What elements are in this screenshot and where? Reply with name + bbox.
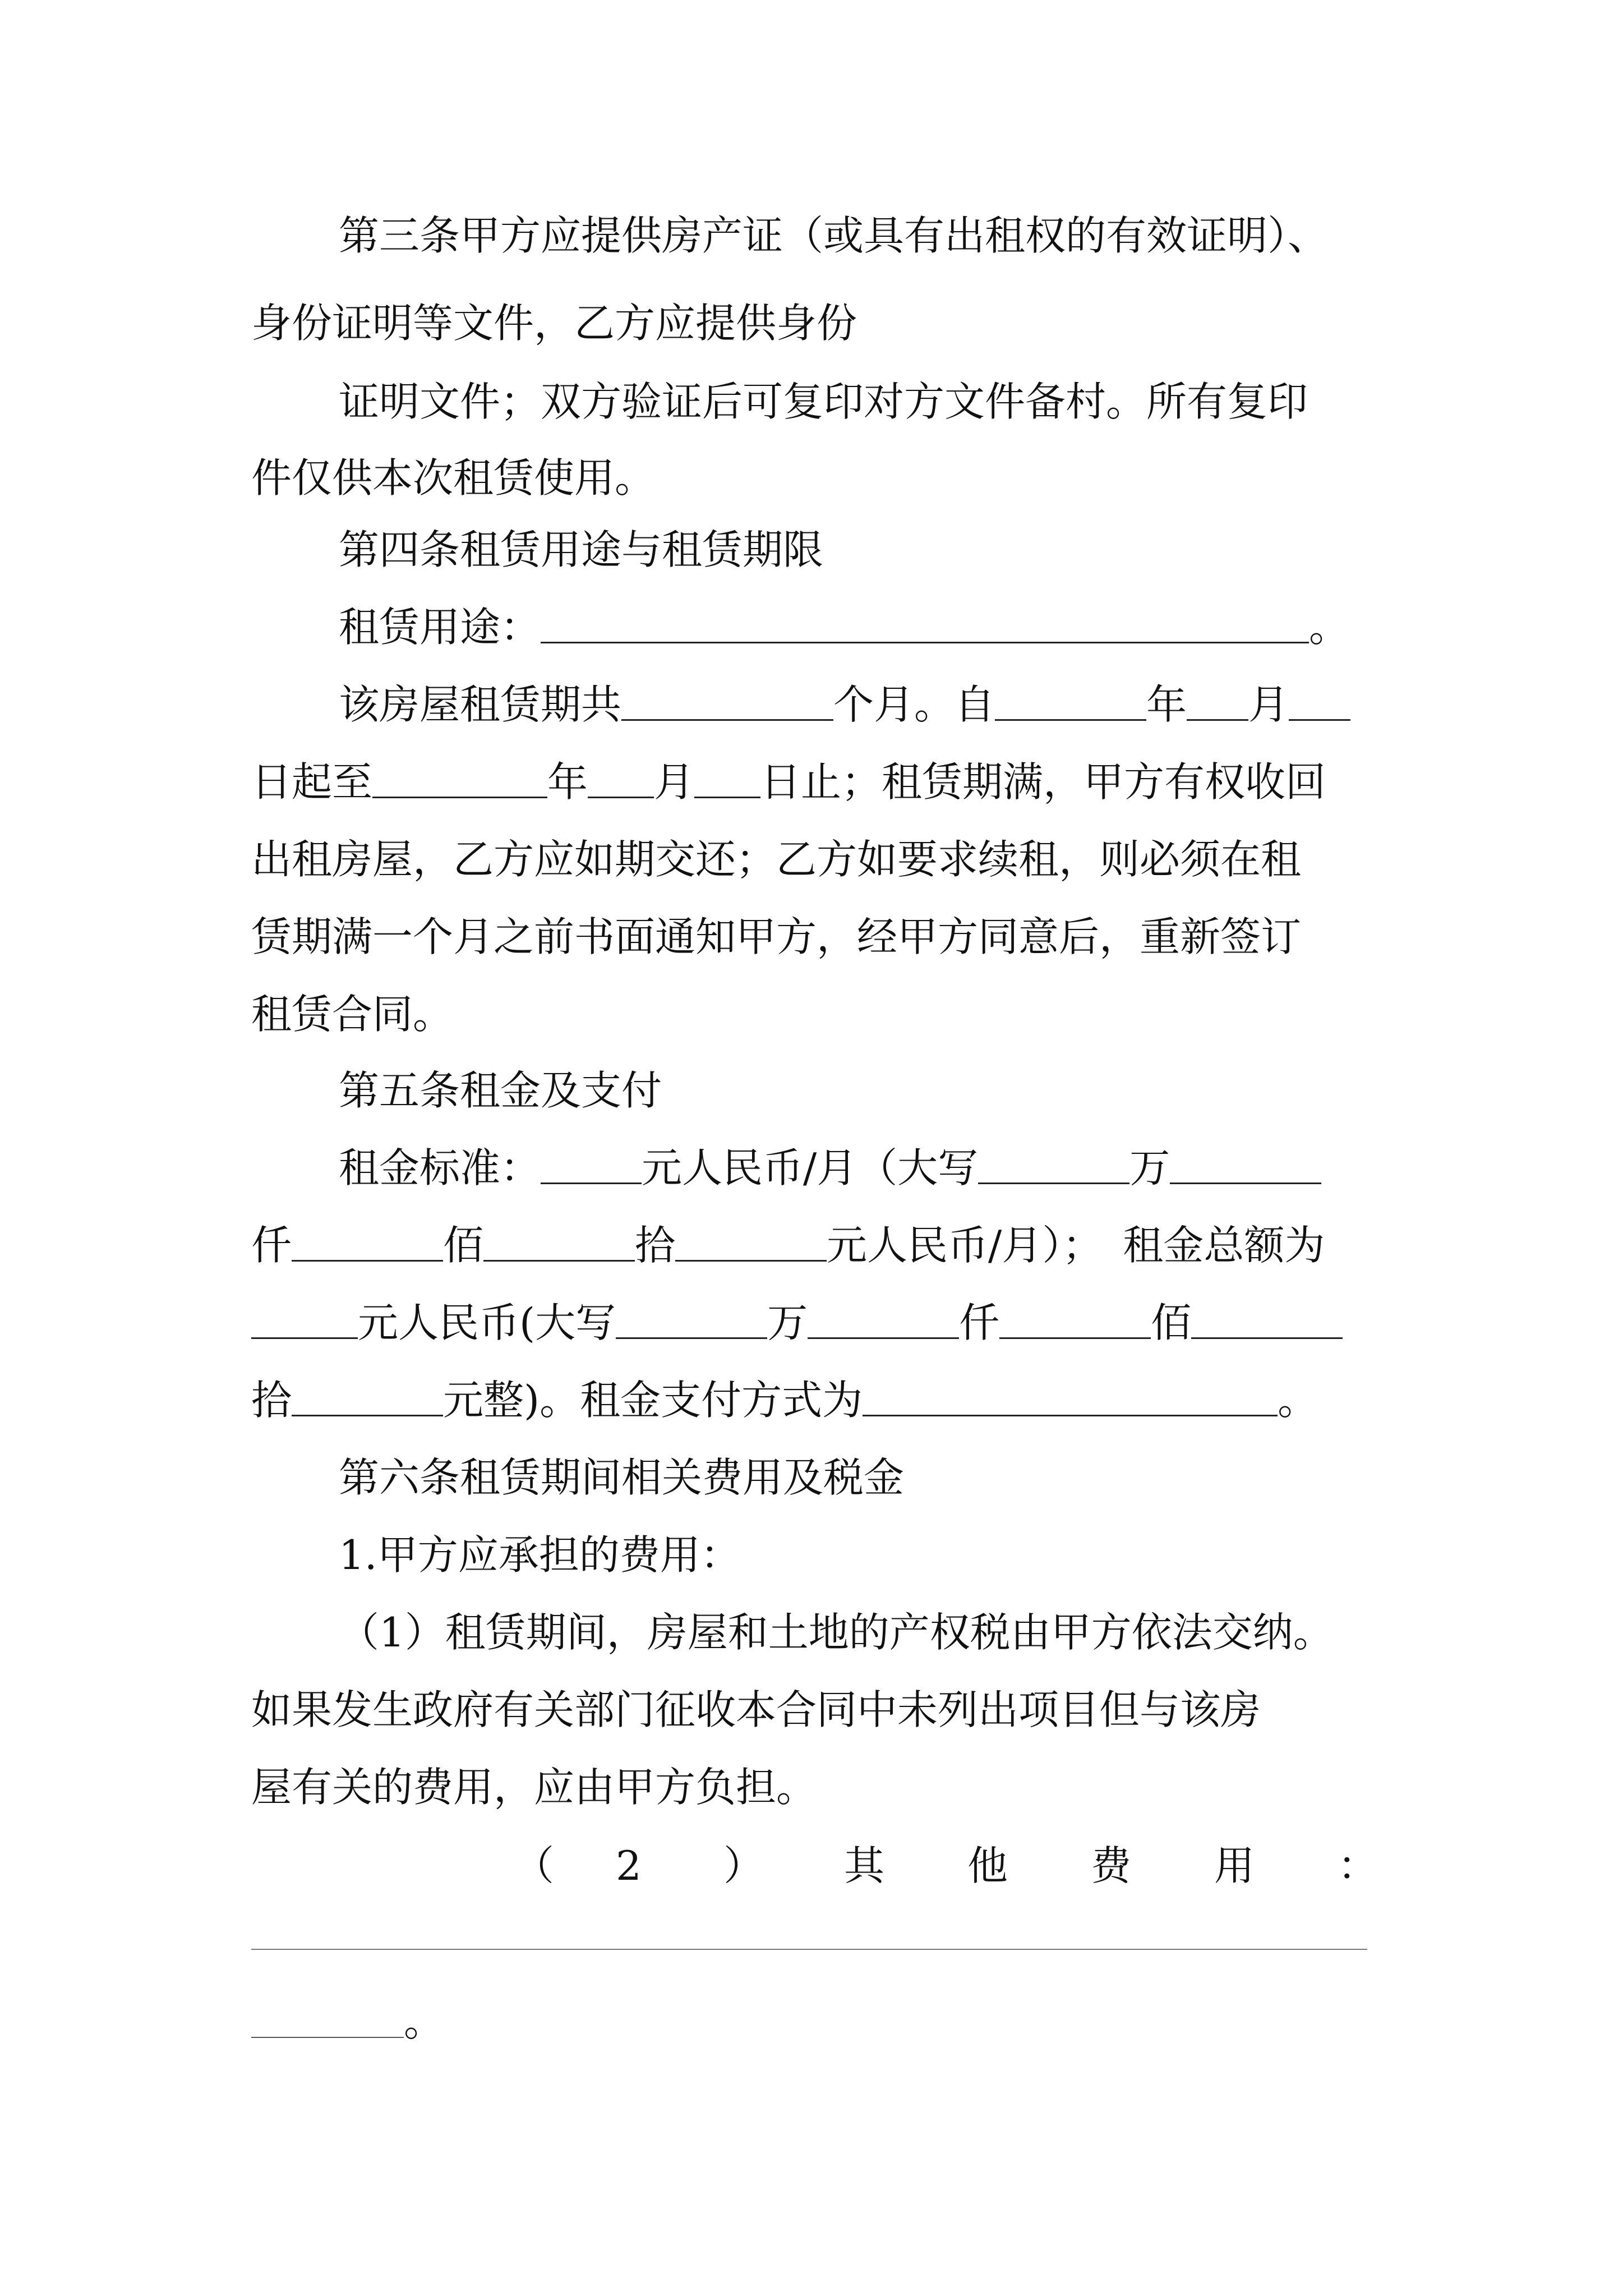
total-yuan-blank <box>292 1381 443 1416</box>
total-label: 租金总额为 <box>1123 1222 1325 1269</box>
day-from-text: 日起至 <box>251 758 373 806</box>
bai-label: 佰 <box>443 1222 484 1269</box>
other-char-4: 其 <box>844 1842 885 1889</box>
item1-1-line3: 屋有关的费用，应由甲方负担。 <box>251 1764 817 1811</box>
period-mark-2: 。 <box>1278 1377 1318 1424</box>
lease-period-text: 该房屋租赁期共 <box>339 681 622 728</box>
lease-end-line <box>251 755 1326 809</box>
year-label-2: 年 <box>547 758 588 806</box>
other-char-3: ） <box>723 1842 764 1889</box>
other-fees-blank-rule <box>251 1949 1367 1950</box>
year-label: 年 <box>1146 681 1187 728</box>
period-mark: 。 <box>1309 604 1350 651</box>
article3-line2: 身份证明等文件，乙方应提供身份 <box>251 300 857 347</box>
shi-label: 拾 <box>635 1222 676 1269</box>
item1-1-line1: （1）租赁期间，房屋和土地的产权税由甲方依法交纳。 <box>339 1609 1334 1656</box>
period-mark-3: 。 <box>404 1998 445 2045</box>
other-fees-end-line <box>251 1995 444 2049</box>
other-char-7: 用 <box>1214 1842 1255 1889</box>
rent-unit-text: 元人民币/月（大写 <box>642 1144 979 1191</box>
article4-title: 第四条租赁用途与租赁期限 <box>339 526 824 573</box>
article4-line3: 出租房屋，乙方应如期交还；乙方如要求续租，则必须在租 <box>251 836 1302 883</box>
other-char-6: 费 <box>1091 1842 1132 1889</box>
end-month-blank <box>588 763 654 798</box>
rent-amount-blank <box>541 1149 642 1184</box>
total-qian-blank <box>808 1304 959 1339</box>
total-shi-blank <box>1191 1304 1343 1339</box>
other-char-2: 2 <box>616 1842 642 1889</box>
article5-title: 第五条租金及支付 <box>339 1067 662 1114</box>
day-to-tail-text: 日止；租赁期满，甲方有权收回 <box>760 758 1326 806</box>
article3-line1: 第三条甲方应提供房产证（或具有出租权的有效证明）、 <box>339 212 1329 259</box>
end-day-blank <box>694 763 760 798</box>
shi-label-2: 拾 <box>251 1377 292 1424</box>
article6-title: 第六条租赁期间相关费用及税金 <box>339 1454 905 1501</box>
qian-label: 仟 <box>251 1222 292 1269</box>
rent-shi-blank <box>483 1226 635 1262</box>
total-amount-line <box>251 1296 1343 1350</box>
total-unit-text: 元人民币(大写 <box>358 1299 616 1346</box>
rent-wan-blank <box>978 1149 1129 1184</box>
other-fees-blank-tail <box>251 2003 404 2038</box>
rent-qian-blank <box>1170 1149 1321 1184</box>
other-char-8: ： <box>1338 1842 1378 1889</box>
rent-label: 租金标准： <box>339 1144 541 1191</box>
other-char-1: （ <box>514 1842 555 1889</box>
wan-label-2: 万 <box>767 1299 808 1346</box>
payment-method-text: 元整)。租金支付方式为 <box>443 1377 863 1424</box>
start-day-blank <box>1289 685 1350 721</box>
other-char-5: 他 <box>967 1842 1008 1889</box>
start-month-blank <box>1187 685 1248 721</box>
total-amount-blank <box>251 1304 358 1339</box>
bai-label-2: 佰 <box>1151 1299 1192 1346</box>
rent-capital-line <box>251 1218 1325 1272</box>
end-year-blank <box>372 763 547 798</box>
lease-use-label: 租赁用途： <box>339 604 541 651</box>
month-label-2: 月 <box>654 758 695 806</box>
rent-unit-close-text: 元人民币/月）； <box>827 1222 1103 1269</box>
payment-method-blank <box>863 1381 1278 1416</box>
rent-yuan-blank <box>675 1226 827 1262</box>
rent-bai-blank <box>292 1226 443 1262</box>
months-blank <box>621 685 833 721</box>
wan-label: 万 <box>1129 1144 1170 1191</box>
item1-1-line2: 如果发生政府有关部门征收本合同中未列出项目但与该房 <box>251 1686 1261 1733</box>
article3-line3: 证明文件；双方验证后可复印对方文件备村。所有复印 <box>339 378 1308 425</box>
article4-line4: 赁期满一个月之前书面通知甲方，经甲方同意后，重新签订 <box>251 913 1302 960</box>
total-wan-blank <box>616 1304 767 1339</box>
item1-heading: 1.甲方应承担的费用： <box>339 1531 741 1579</box>
qian-label-2: 仟 <box>959 1299 1000 1346</box>
lease-period-line <box>339 678 1350 731</box>
lease-use-blank <box>541 608 1309 643</box>
total-bai-blank <box>999 1304 1151 1339</box>
months-from-text: 个月。自 <box>833 681 995 728</box>
month-label: 月 <box>1248 681 1289 728</box>
rent-standard-line <box>339 1141 1321 1195</box>
article4-line5: 租赁合同。 <box>251 991 454 1038</box>
lease-use-line <box>339 600 1349 654</box>
start-year-blank <box>995 685 1146 721</box>
payment-line <box>251 1373 1318 1427</box>
article3-line4: 件仅供本次租赁使用。 <box>251 454 656 501</box>
